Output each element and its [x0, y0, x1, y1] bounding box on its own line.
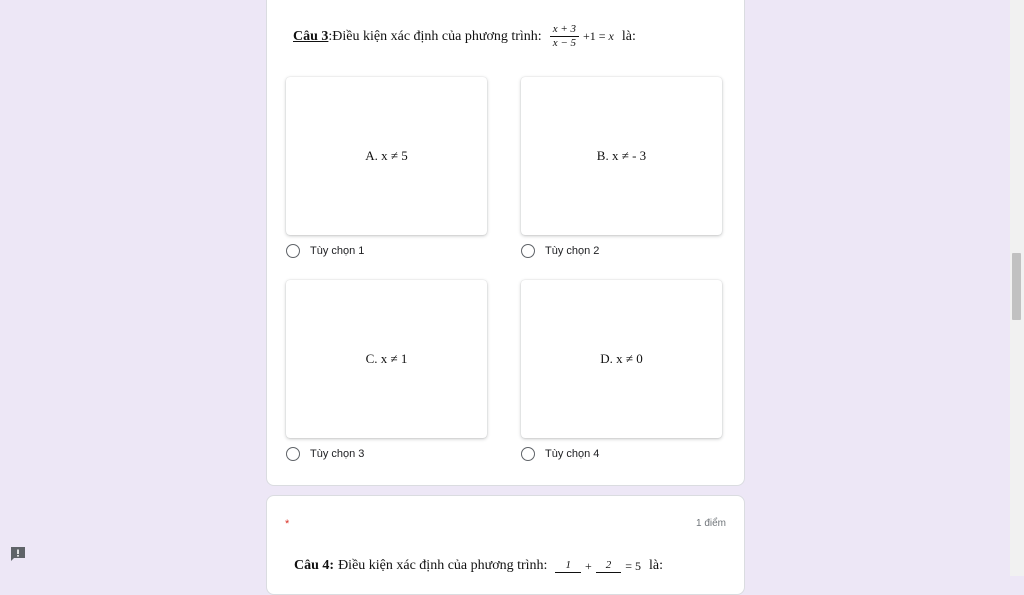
radio-unchecked-icon[interactable]	[286, 447, 300, 461]
question-4-suffix: là:	[649, 558, 664, 573]
equation-rest-b: x	[608, 29, 614, 43]
option-image-d[interactable]	[521, 280, 722, 438]
plus-sign: +	[584, 558, 592, 573]
option-4-radio-row[interactable]	[521, 447, 599, 461]
option-1-radio-row[interactable]	[286, 244, 364, 258]
option-2-radio-row[interactable]	[521, 244, 599, 258]
required-asterisk: *	[285, 518, 290, 530]
option-3-label: Tùy chọn 3	[310, 448, 365, 460]
option-c-content: C. x ≠ 1	[365, 351, 408, 366]
equation-rest-4: = 5	[625, 558, 642, 573]
question-3-statement: Điều kiện xác định của phương trình:	[332, 28, 542, 44]
fraction-numerator: x + 3	[550, 23, 579, 37]
equation-rest-a: +1 =	[583, 29, 609, 43]
points-label: 1 điểm	[695, 518, 726, 529]
question-3-colon: :	[328, 28, 333, 44]
fraction-1-numerator: 1	[555, 559, 581, 573]
option-image-b[interactable]	[521, 77, 722, 235]
question-4-fraction-2	[596, 559, 622, 573]
question-card-4	[266, 495, 745, 595]
radio-unchecked-icon[interactable]	[521, 447, 535, 461]
option-image-c[interactable]	[286, 280, 487, 438]
option-d-content: D. x ≠ 0	[600, 351, 643, 366]
report-feedback-icon[interactable]	[10, 546, 26, 562]
option-image-a[interactable]	[286, 77, 487, 235]
question-card-3	[266, 0, 745, 486]
option-b-content: B. x ≠ - 3	[596, 148, 647, 163]
question-4-statement: Điều kiện xác định của phương trình:	[338, 558, 548, 573]
option-1-label: Tùy chọn 1	[310, 245, 365, 257]
option-2-label: Tùy chọn 2	[545, 245, 600, 257]
option-4-label: Tùy chọn 4	[545, 448, 600, 460]
question-3-text	[293, 23, 636, 50]
question-4-text	[294, 558, 663, 574]
fraction-denominator: x − 5	[552, 37, 576, 49]
option-a-content: A. x ≠ 5	[365, 148, 408, 163]
fraction-2-numerator: 2	[596, 559, 622, 573]
question-3-fraction	[550, 23, 579, 50]
question-3-suffix: là:	[621, 28, 636, 44]
scrollbar-thumb[interactable]	[1012, 253, 1021, 320]
question-4-fraction-1	[555, 559, 581, 573]
question-4-number: Câu 4:	[294, 558, 335, 573]
page-scrollbar[interactable]	[1010, 0, 1024, 576]
radio-unchecked-icon[interactable]	[521, 244, 535, 258]
equation-rest	[583, 29, 614, 44]
question-3-number: Câu 3	[293, 28, 329, 44]
option-3-radio-row[interactable]	[286, 447, 364, 461]
radio-unchecked-icon[interactable]	[286, 244, 300, 258]
